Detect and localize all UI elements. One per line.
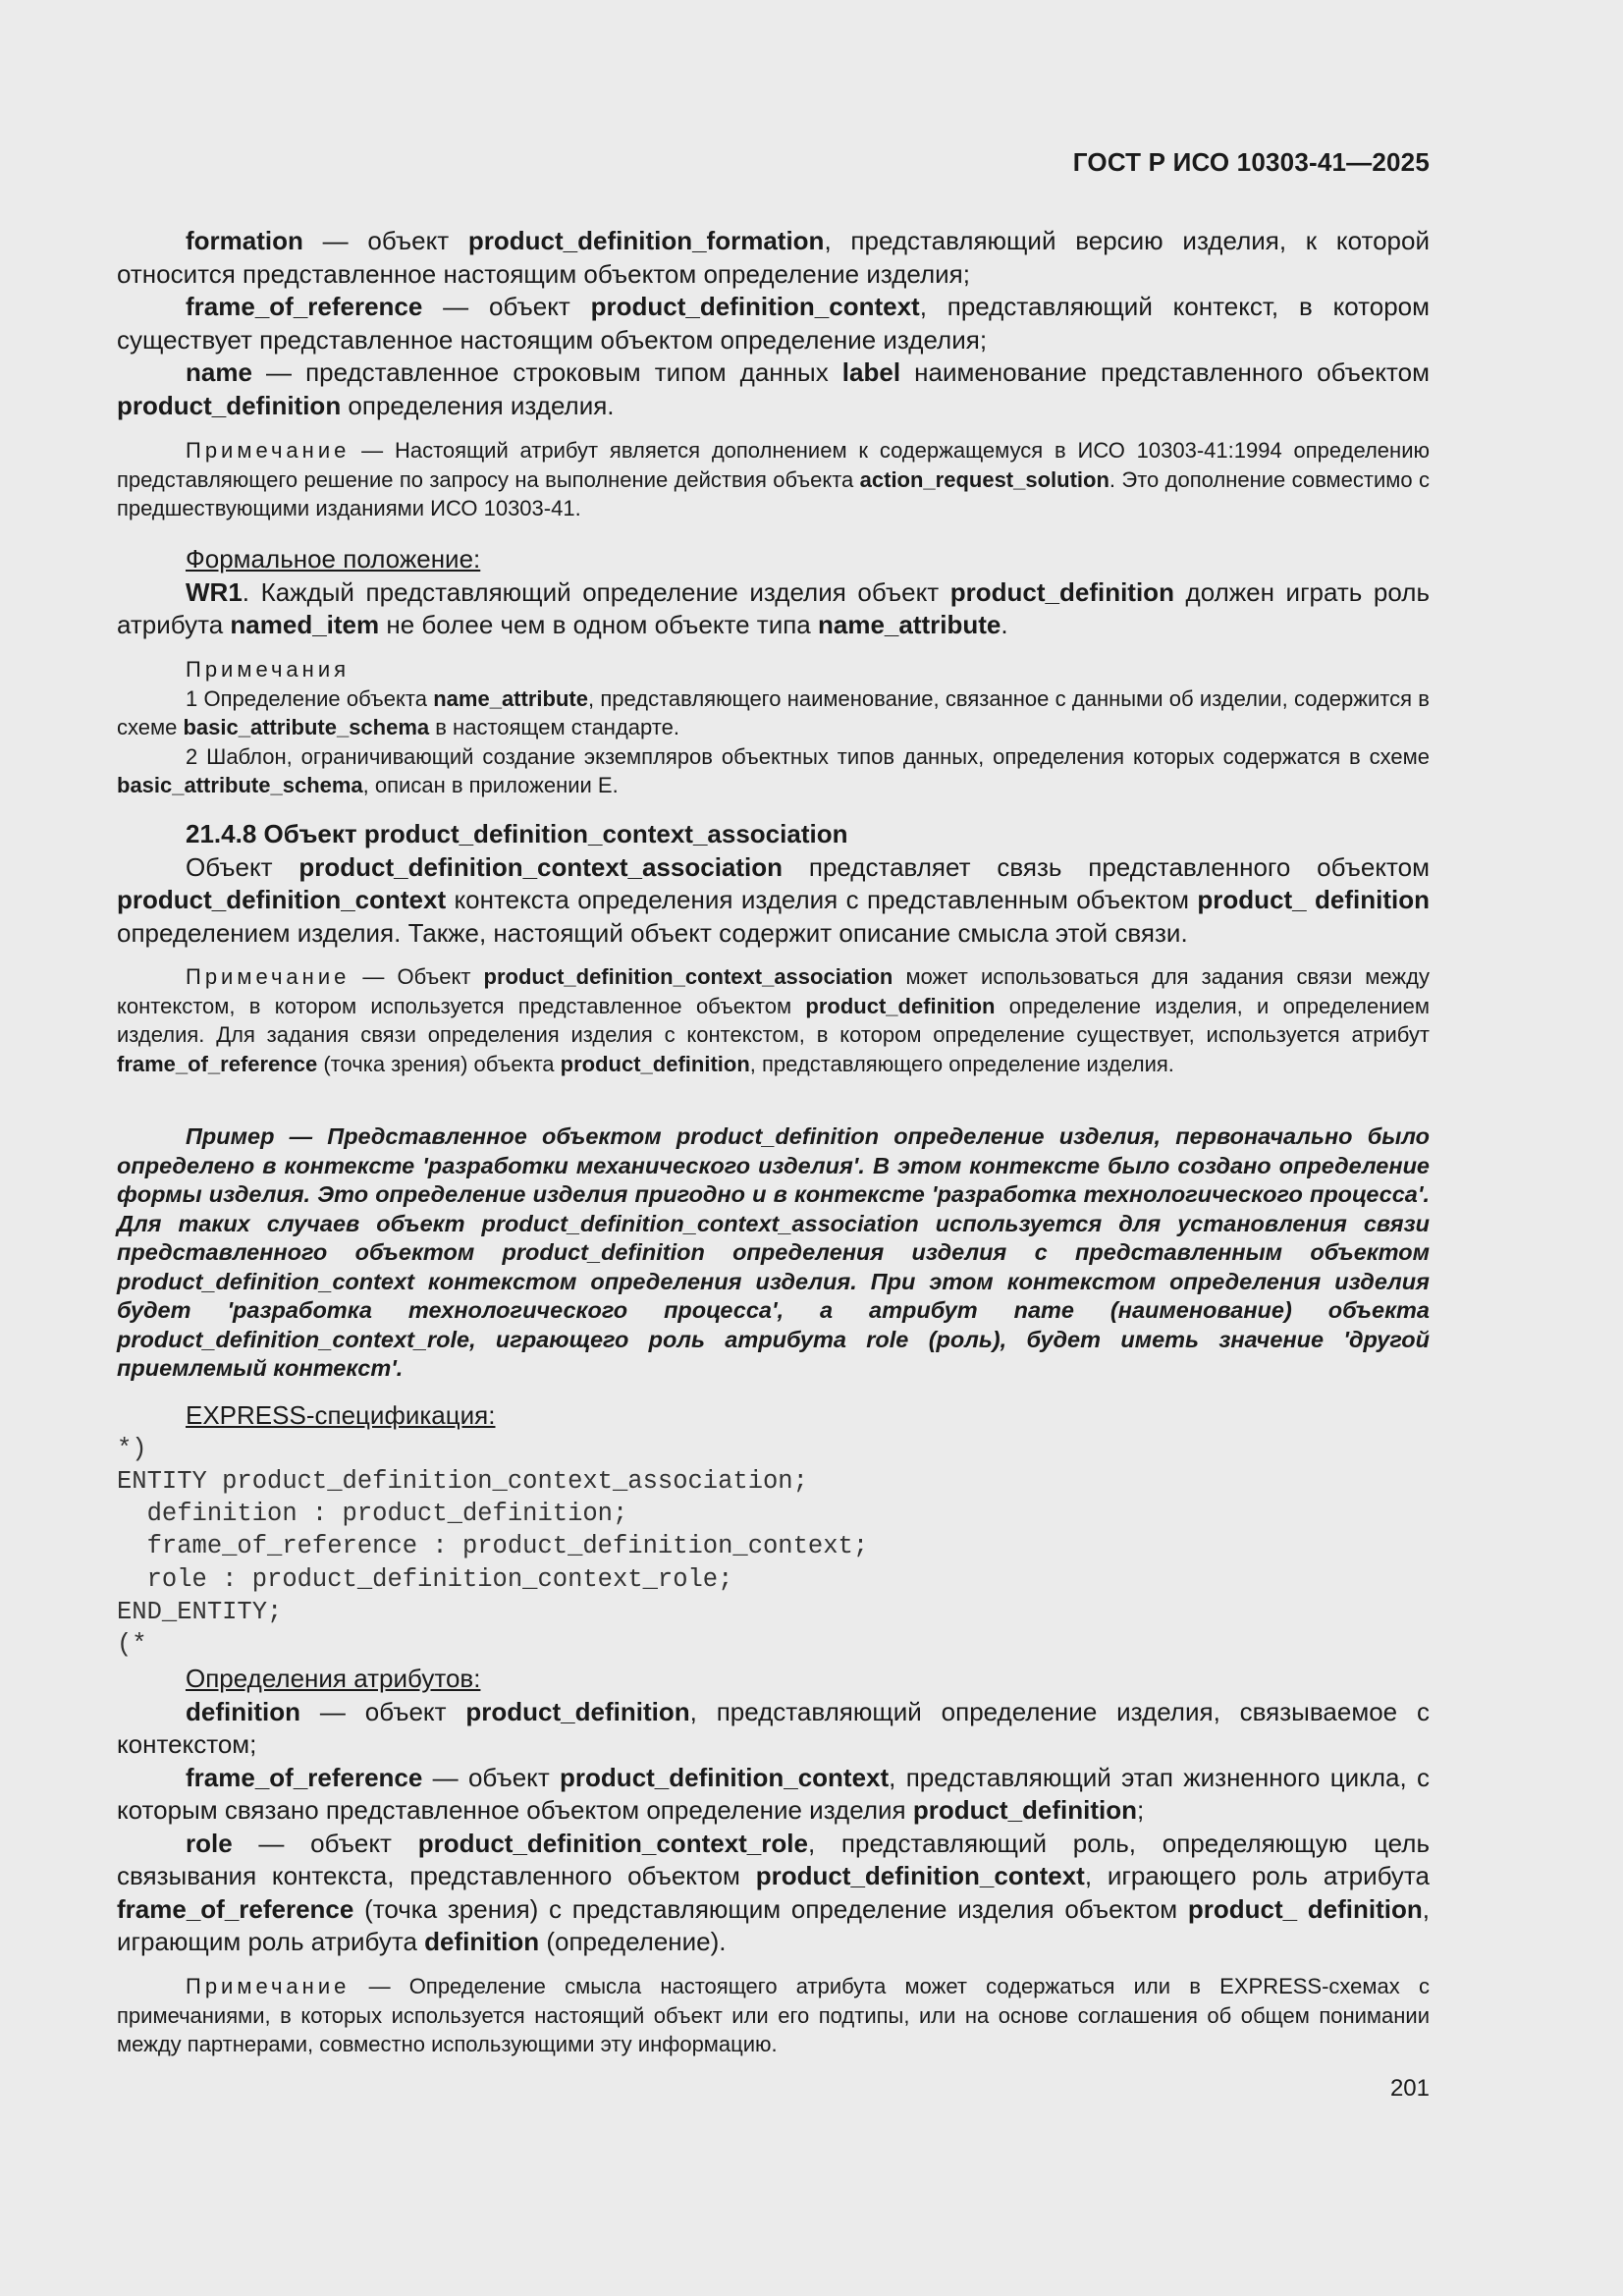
- object-ref: product_definition_context: [560, 1762, 890, 1792]
- notes-label: Примечания: [186, 657, 351, 682]
- code-line: ENTITY product_definition_context_association;: [117, 1466, 808, 1496]
- text: , играющего роль атрибута: [1084, 1861, 1430, 1890]
- text: , представляющий контекст, в котором существует представленное настоящим объектом определение изделия;: [117, 292, 1430, 355]
- attrdef-frame-of-reference: [117, 1762, 1430, 1828]
- text: наименование представленного объектом: [900, 357, 1430, 387]
- text: Объект: [186, 851, 299, 882]
- object-ref: product_definition: [949, 576, 1174, 607]
- text: , представляющий роль, определяющую цель связывания контекста, представленного объектом: [117, 1828, 1430, 1890]
- attr-formation: [117, 225, 1430, 291]
- object-ref: frame_of_reference: [117, 1051, 318, 1076]
- code-line: END_ENTITY;: [117, 1597, 283, 1626]
- attrdef-role: [117, 1828, 1430, 1959]
- note-item-2: [117, 742, 1430, 800]
- code-line: role : product_definition_context_role;: [117, 1564, 733, 1594]
- example-text: Пример — Представленное объектом product_definition определение изделия, первоначально было определено в контексте 'разработки механического изделия'. В этом контексте было создано определение формы изделия. Это определение изделия пригодно и в контексте 'разработка технологического процесса'. Для таких случаев объект product_definition_context_association используется для установления связи представленного объектом product_definition определения изделия с представленным объектом product_definition_context контекстом определения изделия. При этом контекстом определения изделия будет 'разработка технологического процесса', а атрибут name (наименование) объекта product_definition_context_role, играющего роль атрибута role (роль), будет иметь значение 'другой приемлемый контекст'.: [117, 1123, 1430, 1381]
- object-ref: product_definition_context: [755, 1861, 1085, 1890]
- note-1: [117, 436, 1430, 523]
- text: — объект: [232, 1828, 418, 1858]
- formal-proposition: [117, 543, 1430, 642]
- object-ref: name_attribute: [433, 685, 588, 711]
- text: ;: [1137, 1795, 1145, 1825]
- object-ref: product_ definition: [1197, 885, 1431, 914]
- text: — Настоящий атрибут является дополнением к содержащемуся в ИСО 10303-41:1994 определению представляющего решение по запросу на выполнение действия объекта: [117, 438, 1430, 492]
- text: , представляющий этап жизненного цикла, с которым связано представленное объектом определение изделия: [117, 1762, 1430, 1825]
- object-ref: product_definition_context: [590, 292, 920, 321]
- object-ref: product_ definition: [1187, 1893, 1423, 1924]
- object-ref: product_definition: [912, 1795, 1138, 1825]
- notes-2: [117, 655, 1430, 800]
- code-line: frame_of_reference : product_definition_context;: [117, 1532, 869, 1561]
- term: name: [186, 357, 252, 387]
- text: контекста определения изделия с представленным объектом: [446, 885, 1198, 914]
- object-ref: product_definition_context_role: [417, 1828, 808, 1858]
- text: — Объект: [350, 964, 484, 989]
- object-ref: product_definition_context_association: [483, 964, 893, 989]
- text: не более чем в одном объекте типа: [379, 610, 818, 639]
- text: определения изделия.: [341, 390, 615, 420]
- page-number: 201: [1389, 2075, 1430, 2102]
- attr-name: [117, 356, 1430, 422]
- text: — объект: [422, 292, 591, 321]
- text: . Это дополнение совместимо с предшествующими изданиями ИСО 10303-41.: [117, 466, 1430, 520]
- object-ref: basic_attribute_schema: [183, 715, 430, 739]
- text: , играющим роль атрибута: [117, 1893, 1431, 1956]
- code-line: (*: [117, 1630, 147, 1660]
- example-block: [117, 1122, 1430, 1384]
- object-ref: product_definition: [117, 390, 342, 420]
- section-21-4-8: [117, 818, 1430, 950]
- wr1-rule: [117, 576, 1430, 642]
- text: (точка зрения) с представляющим определение изделия объектом: [353, 1893, 1188, 1924]
- text: — объект: [422, 1762, 561, 1792]
- text: , описан в приложении Е.: [362, 773, 619, 797]
- note-4: [117, 1972, 1430, 2059]
- express-specification: [117, 1399, 1430, 1662]
- note-3: [117, 962, 1430, 1078]
- text: должен играть роль атрибута: [117, 576, 1430, 639]
- text: — Определение смысла настоящего атрибута может содержаться или в EXPRESS-схемах с примечаниями, в которых используется настоящий объект или его подтипы, или на основе соглашения об общем понимании между партнерами, совместно использующими эту информацию.: [117, 1974, 1430, 2056]
- attrdef-definition: [117, 1696, 1430, 1762]
- code-line: *): [117, 1434, 147, 1463]
- object-ref: product_definition: [805, 993, 996, 1018]
- text: — объект: [302, 226, 468, 255]
- text: , представляющий версию изделия, к которой относится представленное настоящим объектом определение изделия;: [117, 226, 1430, 289]
- text: , представляющего наименование, связанное с данными об изделии, содержится в схеме: [117, 685, 1430, 739]
- object-ref: basic_attribute_schema: [117, 773, 363, 797]
- text: — представленное строковым типом данных: [251, 357, 842, 387]
- object-ref: frame_of_reference: [117, 1893, 354, 1924]
- term: frame_of_reference: [186, 292, 423, 321]
- text: , представляющего определение изделия.: [749, 1051, 1174, 1076]
- object-ref: product_definition: [560, 1051, 750, 1076]
- text: (определение).: [539, 1927, 727, 1956]
- text: в настоящем стандарте.: [429, 715, 679, 739]
- object-ref: definition: [424, 1927, 540, 1956]
- object-ref: name_attribute: [817, 610, 1001, 639]
- text: 2 Шаблон, ограничивающий создание экземпляров объектных типов данных, определения которых содержатся в схеме: [186, 743, 1430, 769]
- object-ref: product_definition: [465, 1696, 690, 1726]
- term: frame_of_reference: [186, 1762, 423, 1792]
- term: formation: [186, 226, 303, 255]
- attrdefs-heading: Определения атрибутов:: [186, 1664, 481, 1693]
- text: 1 Определение объекта: [186, 685, 434, 711]
- formal-heading: Формальное положение:: [186, 544, 481, 574]
- object-ref: named_item: [230, 610, 380, 639]
- text: , представляющий определение изделия, связываемое с контекстом;: [117, 1696, 1430, 1759]
- object-ref: product_definition_context_association: [298, 851, 784, 882]
- text: .: [1001, 610, 1008, 639]
- code-line: definition : product_definition;: [117, 1500, 628, 1529]
- object-ref: product_definition_context: [117, 885, 447, 914]
- text: может использоваться для задания связи между контекстом, в котором используется представленное объектом: [117, 964, 1430, 1018]
- text: определением изделия. Также, настоящий объект содержит описание смысла этой связи.: [117, 917, 1188, 948]
- text: определение изделия, и определением изделия. Для задания связи определения изделия с контекстом, в котором определение существует, используется атрибут: [117, 993, 1430, 1047]
- text: — объект: [299, 1696, 466, 1726]
- express-heading: EXPRESS-спецификация:: [186, 1400, 496, 1430]
- standard-header: ГОСТ Р ИСО 10303-41—2025: [1072, 147, 1430, 177]
- object-ref: label: [841, 357, 901, 387]
- section-body: [117, 851, 1430, 951]
- attribute-definitions: [117, 1663, 1430, 1959]
- note-label: Примечание: [186, 438, 351, 463]
- note-label: Примечание: [186, 964, 351, 989]
- rule-label: WR1: [186, 576, 243, 607]
- term: definition: [186, 1696, 300, 1726]
- text: представляет связь представленного объектом: [783, 851, 1430, 882]
- express-code: [117, 1433, 1430, 1662]
- attribute-list-top: [117, 225, 1430, 422]
- object-ref: product_definition_formation: [467, 226, 825, 255]
- text: . Каждый представляющий определение изделия объект: [242, 576, 950, 607]
- note-item-1: [117, 684, 1430, 742]
- note-label: Примечание: [186, 1974, 351, 1998]
- attr-frame-of-reference: [117, 291, 1430, 356]
- object-ref: action_request_solution: [859, 466, 1109, 492]
- section-title: 21.4.8 Объект product_definition_context_association: [186, 819, 848, 848]
- text: (точка зрения) объекта: [317, 1051, 561, 1076]
- term: role: [186, 1828, 233, 1858]
